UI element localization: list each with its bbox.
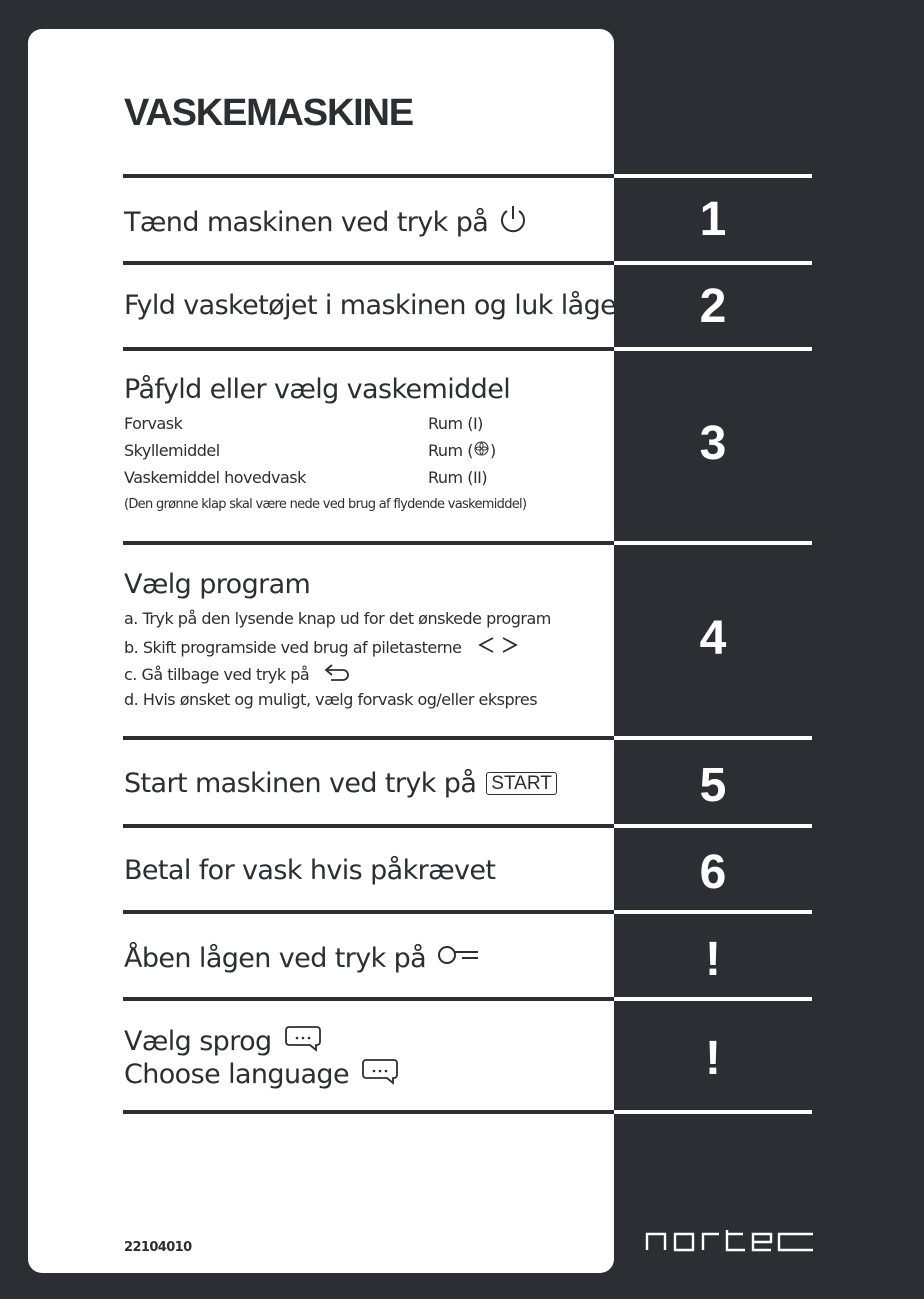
language-text-da (124, 1024, 324, 1059)
divider (614, 541, 812, 545)
step-4-number: 4 (699, 612, 727, 665)
program-item-text: d. Hvis ønsket og muligt, vælg forvask og/eller ekspres (124, 690, 538, 709)
brand-text: nortec (645, 1228, 649, 1229)
row-value: Rum (I) (428, 414, 483, 433)
document-number: 22104010 (124, 1240, 192, 1255)
divider (123, 997, 614, 1001)
page-title: VASKEMASKINE (124, 92, 413, 134)
divider (614, 824, 812, 828)
divider (123, 174, 614, 178)
detergent-row-main (124, 468, 306, 487)
step-2-text (124, 290, 633, 321)
row-value: Rum (II) (428, 468, 488, 487)
step-3-label: Påfyld eller vælg vaskemiddel (124, 374, 511, 405)
step-5-number: 5 (699, 759, 727, 812)
divider (614, 347, 812, 351)
step-6-text (124, 855, 495, 886)
language-marker: ! (705, 1032, 721, 1085)
step-4-label: Vælg program (124, 569, 311, 600)
step-6-number: 6 (699, 846, 727, 899)
divider (123, 824, 614, 828)
step-5-label: Start maskinen ved tryk på (124, 768, 477, 799)
step-3-text (124, 374, 510, 405)
program-item (124, 609, 551, 628)
back-arrow-icon (321, 663, 351, 685)
speech-bubble-icon (284, 1024, 324, 1059)
row-label: Vaskemiddel hovedvask (124, 468, 306, 487)
program-item-text: c. Gå tilbage ved tryk på (124, 664, 310, 684)
step-6-label: Betal for vask hvis påkrævet (124, 855, 496, 886)
detergent-row-prewash (124, 414, 182, 433)
divider (123, 347, 614, 351)
step-1-text (124, 203, 528, 242)
divider (123, 1110, 614, 1114)
divider (614, 997, 812, 1001)
step-5-text (124, 768, 557, 799)
speech-bubble-icon (361, 1057, 401, 1092)
power-icon (498, 203, 528, 242)
row-label: Forvask (124, 414, 183, 433)
language-label-da: Vælg sprog (124, 1026, 272, 1057)
brand-logo (645, 1228, 815, 1252)
program-item (124, 663, 351, 685)
step-2-label: Fyld vasketøjet i maskinen og luk lågen (124, 290, 633, 321)
divider (123, 261, 614, 265)
detergent-row-softener (124, 441, 220, 460)
arrow-keys-icon (477, 636, 519, 658)
step-1-number: 1 (699, 193, 727, 246)
language-text-en (124, 1057, 401, 1092)
step-2-number: 2 (699, 280, 727, 333)
divider (614, 910, 812, 914)
language-label-en: Choose language (124, 1059, 349, 1090)
row-value-suffix: ) (489, 441, 496, 460)
program-item (124, 636, 519, 658)
row-value-prefix: Rum ( (428, 441, 473, 460)
divider (123, 736, 614, 740)
start-button-glyph: START (486, 772, 557, 795)
program-item (124, 690, 537, 709)
divider (123, 910, 614, 914)
program-item-text: b. Skift programside ved brug af piletasterne (124, 637, 462, 657)
row-value (428, 441, 496, 460)
step-3-number: 3 (699, 417, 727, 470)
row-label: Skyllemiddel (124, 441, 220, 460)
divider (614, 736, 812, 740)
open-door-label: Åben lågen ved tryk på (124, 943, 427, 974)
program-item-text: a. Tryk på den lysende knap ud for det ønskede program (124, 609, 551, 628)
step-1-label: Tænd maskinen ved tryk på (124, 207, 489, 238)
detergent-note: (Den grønne klap skal være nede ved brug af flydende vaskemiddel) (124, 497, 527, 512)
divider (123, 541, 614, 545)
divider (614, 1110, 812, 1114)
flower-icon (474, 441, 489, 460)
divider (614, 261, 812, 265)
step-4-text (124, 569, 310, 600)
key-icon (436, 943, 480, 974)
divider (614, 174, 812, 178)
open-door-marker: ! (705, 933, 721, 986)
open-door-text (124, 943, 480, 974)
